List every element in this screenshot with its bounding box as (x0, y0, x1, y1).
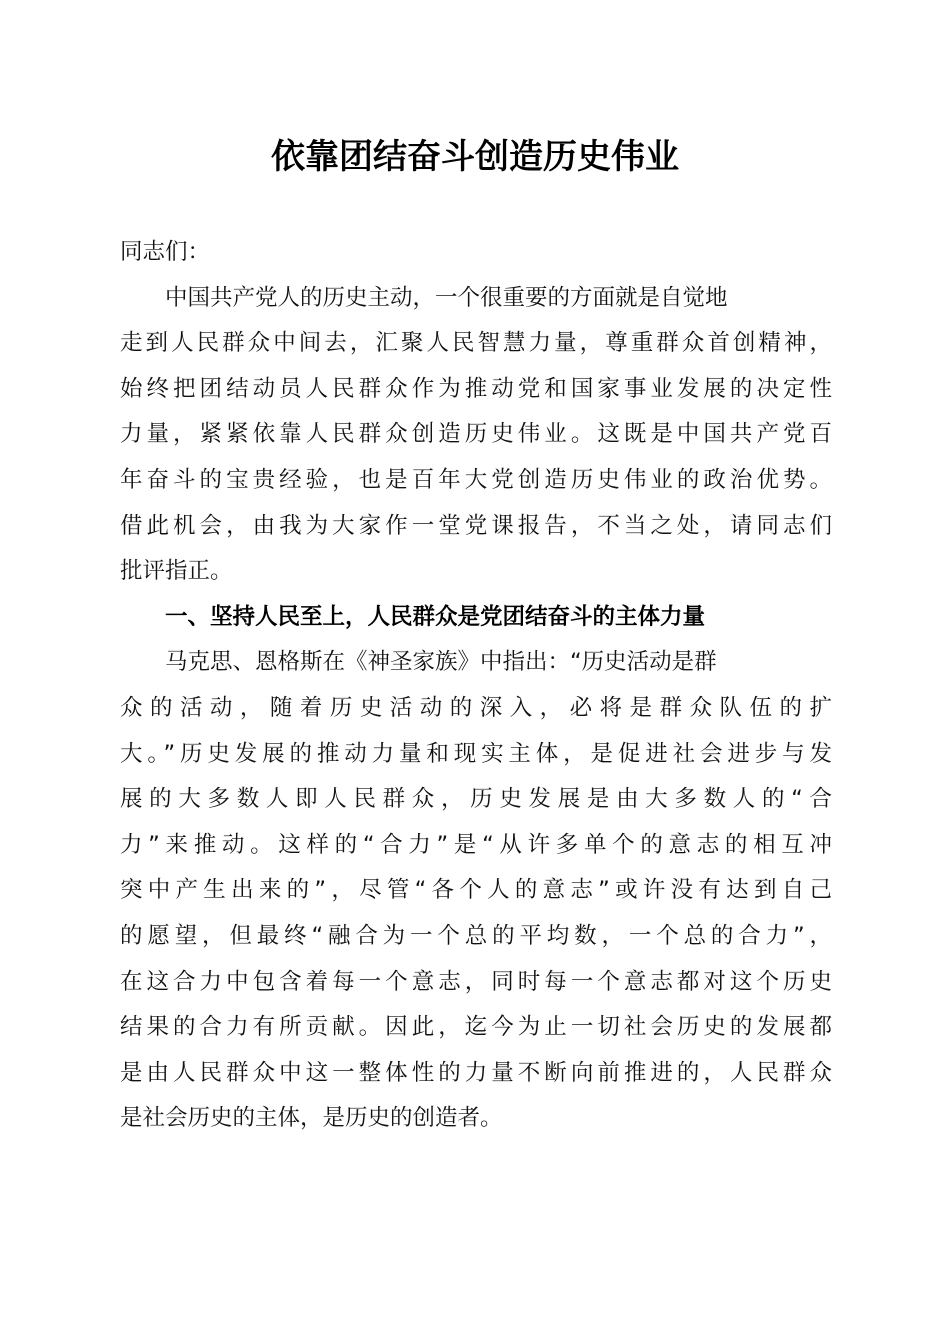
document-body (120, 230, 832, 1142)
paragraph-line: 展的大多数人即人民群众，历史发展是由大多数人的“合 (120, 786, 832, 813)
paragraph-line: 批评指正。 (120, 558, 233, 585)
paragraph-line: 马克思、恩格斯在《神圣家族》中指出：“历史活动是群 (165, 649, 717, 676)
paragraph-line: 是社会历史的主体，是历史的创造者。 (120, 1105, 503, 1132)
paragraph-line: 力量，紧紧依靠人民群众创造历史伟业。这既是中国共产党百 (120, 421, 832, 448)
paragraph-line: 中国共产党人的历史主动，一个很重要的方面就是自觉地 (165, 284, 728, 311)
paragraph-line: 大。”历史发展的推动力量和现实主体，是促进社会进步与发 (120, 740, 832, 767)
paragraph-line: 突中产生出来的”，尽管“各个人的意志”或许没有达到自己 (120, 877, 832, 904)
paragraph-line: 年奋斗的宝贵经验，也是百年大党创造历史伟业的政治优势。 (120, 466, 832, 493)
salutation: 同志们： (120, 239, 211, 265)
paragraph-line: 众的活动，随着历史活动的深入，必将是群众队伍的扩 (120, 694, 832, 721)
paragraph-line: 走到人民群众中间去，汇聚人民智慧力量，尊重群众首创精神， (120, 330, 832, 357)
paragraph-line: 在这合力中包含着每一个意志，同时每一个意志都对这个历史 (120, 968, 832, 995)
section-heading: 一、坚持人民至上，人民群众是党团结奋斗的主体力量 (165, 603, 706, 630)
paragraph-line: 借此机会，由我为大家作一堂党课报告，不当之处，请同志们 (120, 512, 832, 539)
paragraph-line: 的愿望，但最终“融合为一个总的平均数，一个总的合力”， (120, 922, 832, 949)
paragraph-line: 是由人民群众中这一整体性的力量不断向前推进的，人民群众 (120, 1059, 832, 1086)
paragraph-line: 力”来推动。这样的“合力”是“从许多单个的意志的相互冲 (120, 831, 832, 858)
document-title: 依靠团结奋斗创造历史伟业 (271, 137, 679, 177)
paragraph-line: 始终把团结动员人民群众作为推动党和国家事业发展的决定性 (120, 375, 832, 402)
paragraph-line: 结果的合力有所贡献。因此，迄今为止一切社会历史的发展都 (120, 1014, 832, 1041)
